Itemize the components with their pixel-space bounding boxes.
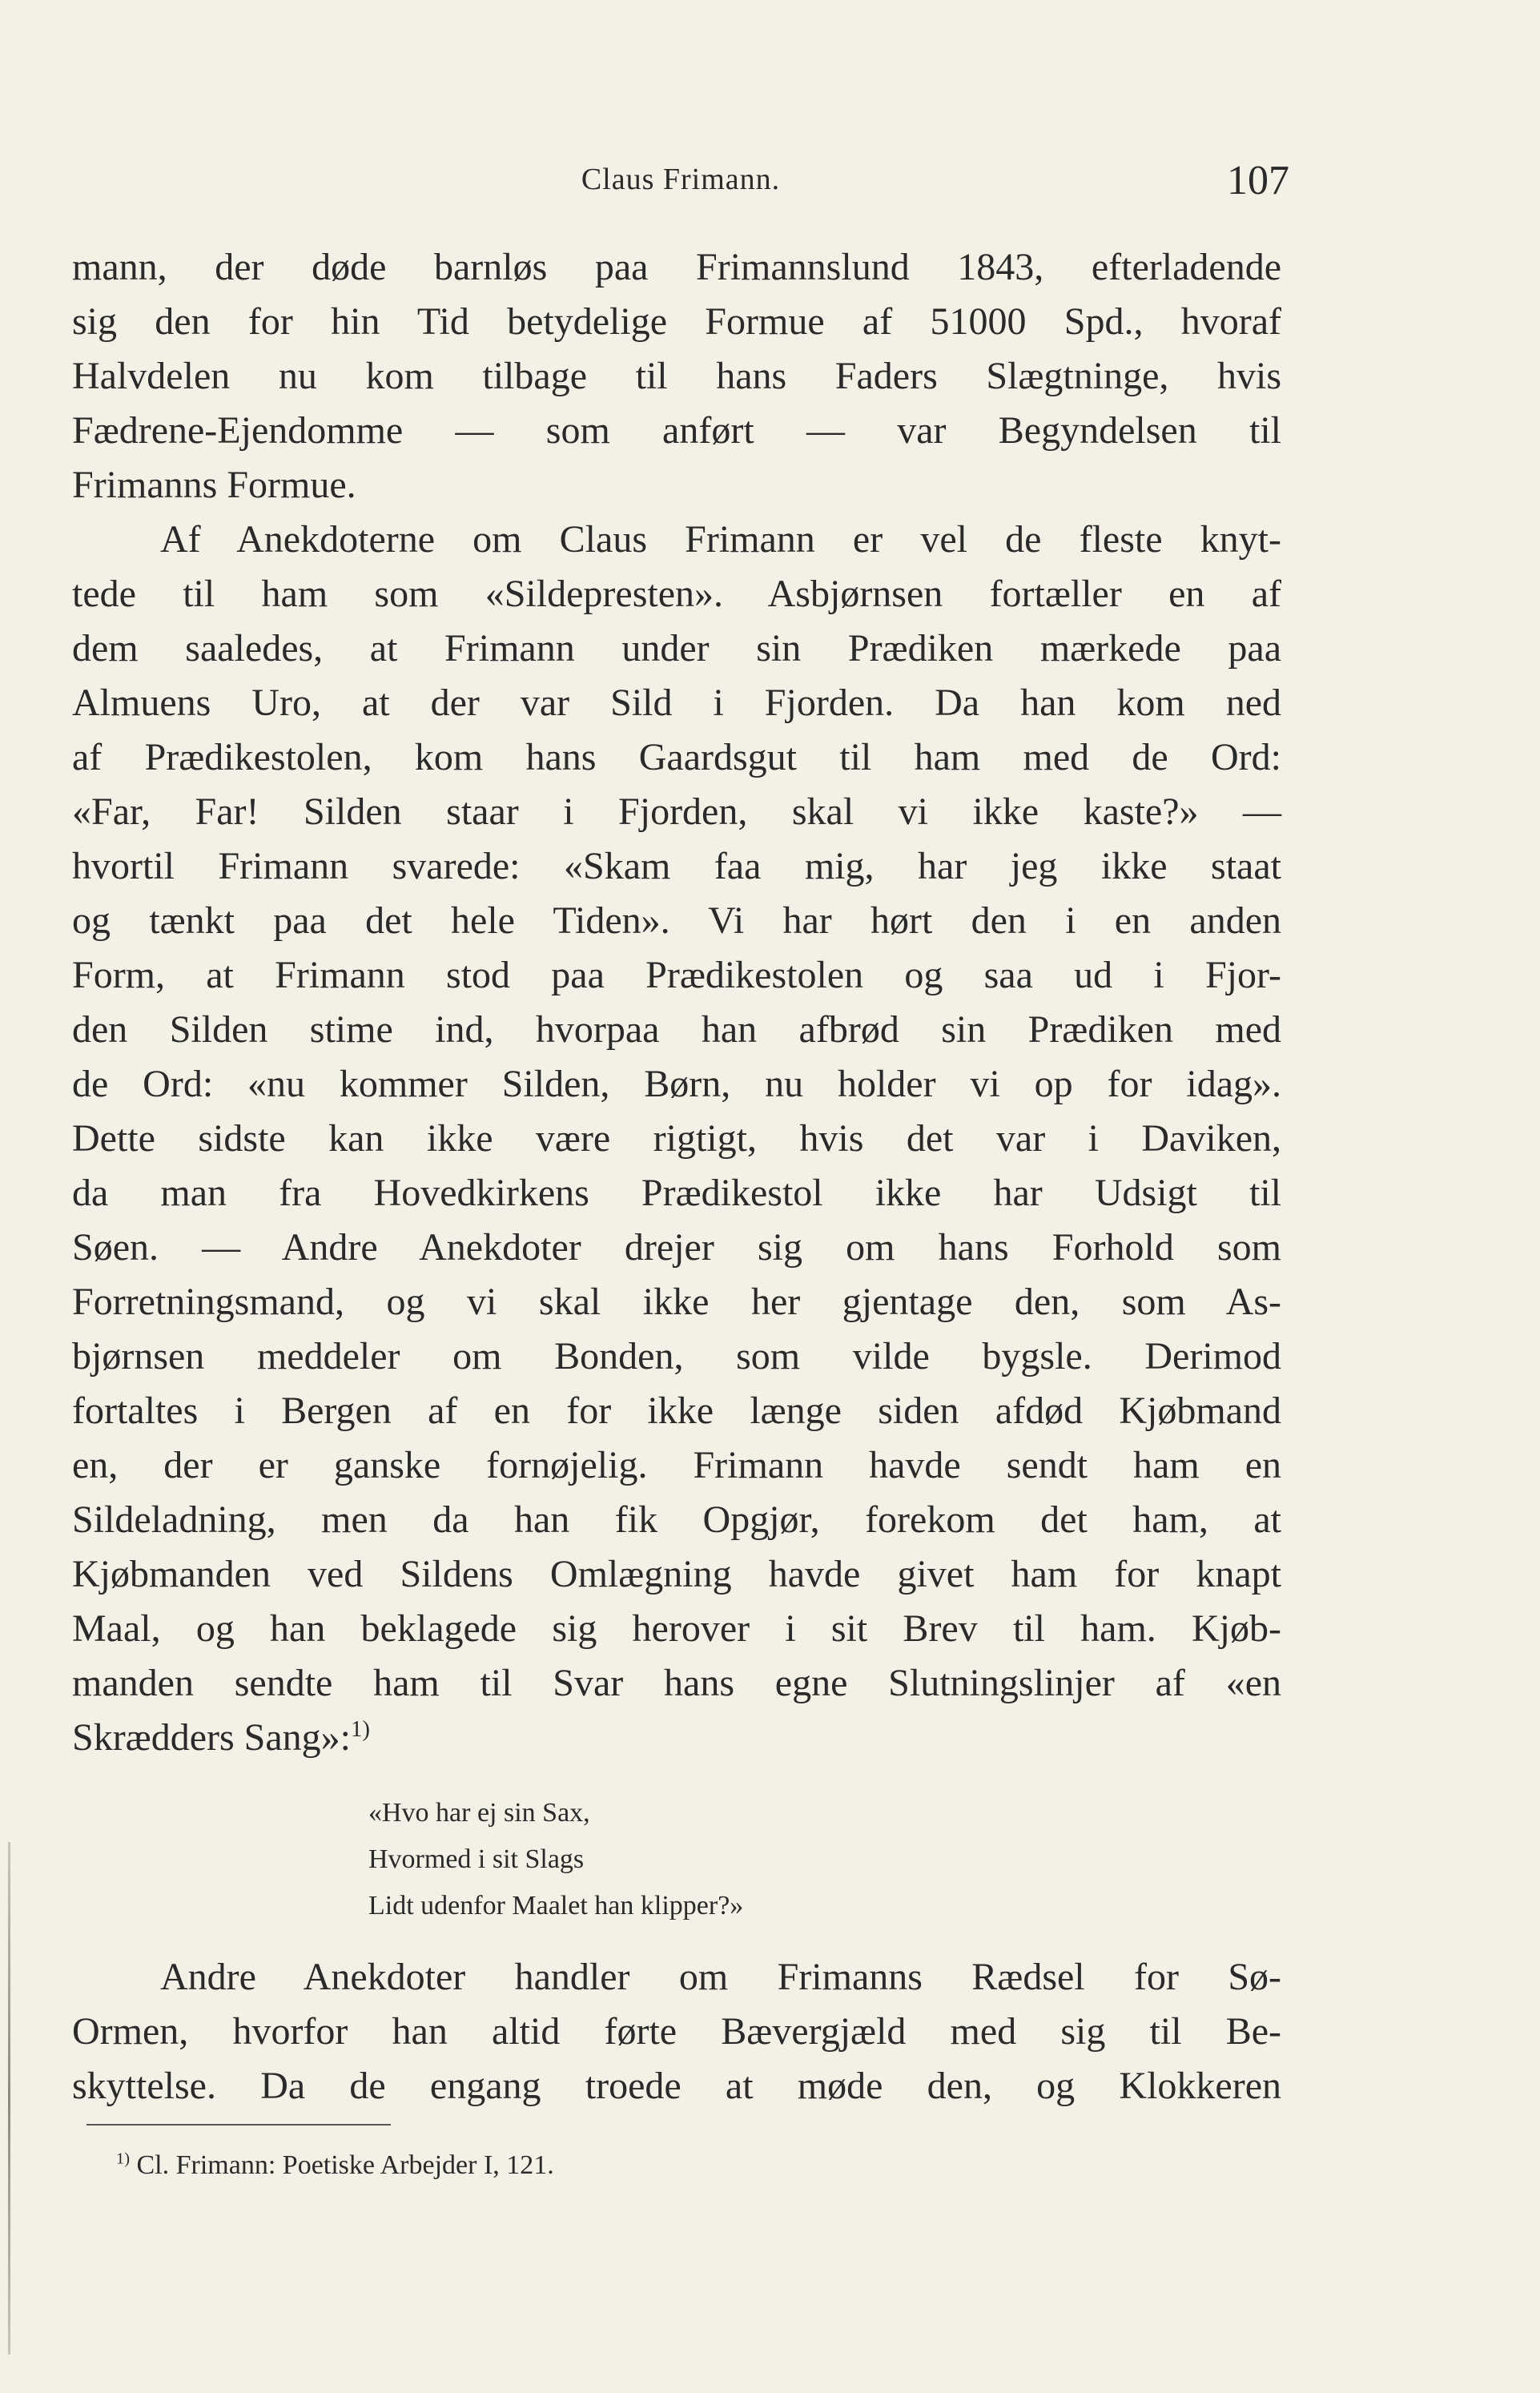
text-line: hvortil Frimann svarede: «Skam faa mig, har jeg ikke staat [72, 845, 1281, 887]
text-line-content: Skrædders Sang»: [72, 1716, 351, 1759]
text-line: mann, der døde barnløs paa Frimannslund 1843, efterladende [72, 246, 1281, 288]
verse-line: Lidt udenfor Maalet han klipper?» [368, 1891, 744, 1920]
text-line: Af Anekdoterne om Claus Frimann er vel de fleste knyt- [160, 518, 1281, 561]
text-line: sig den for hin Tid betydelige Formue af 51000 Spd., hvoraf [72, 300, 1281, 343]
text-line: Søen. — Andre Anekdoter drejer sig om hans Forhold som [72, 1226, 1281, 1269]
text-line: Frimanns Formue. [72, 464, 356, 506]
text-line: skyttelse. Da de engang troede at møde den, og Klokkeren [72, 2065, 1281, 2107]
text-line: den Silden stime ind, hvorpaa han afbrød sin Prædiken med [72, 1008, 1281, 1051]
text-line: Ormen, hvorfor han altid førte Bævergjæld med sig til Be- [72, 2010, 1281, 2053]
text-line: af Prædikestolen, kom hans Gaardsgut til ham med de Ord: [72, 736, 1281, 778]
verse-line: Hvormed i sit Slags [368, 1844, 585, 1874]
page-header [72, 157, 1289, 205]
text-line: Kjøbmanden ved Sildens Omlægning havde givet ham for knapt [72, 1553, 1281, 1595]
text-line: og tænkt paa det hele Tiden». Vi har hørt den i en anden [72, 899, 1281, 942]
verse-quote [368, 1790, 1089, 1929]
text-line: Almuens Uro, at der var Sild i Fjorden. Da han kom ned [72, 682, 1281, 724]
text-line: en, der er ganske fornøjelig. Frimann havde sendt ham en [72, 1444, 1281, 1486]
text-line: Andre Anekdoter handler om Frimanns Rædsel for Sø- [160, 1956, 1281, 1998]
text-line: Sildeladning, men da han fik Opgjør, forekom det ham, at [72, 1498, 1281, 1541]
footnote-marker: 1) [116, 2150, 130, 2168]
text-line: Fædrene-Ejendomme — som anført — var Begyndelsen til [72, 409, 1281, 452]
footnote-divider [86, 2124, 391, 2126]
page-edge-shadow [8, 1842, 10, 2355]
text-line: fortaltes i Bergen af en for ikke længe siden afdød Kjøbmand [72, 1390, 1281, 1432]
text-line: Forretningsmand, og vi skal ikke her gjentage den, som As- [72, 1281, 1281, 1323]
main-text-continued [72, 1950, 1281, 2113]
text-line: Form, at Frimann stod paa Prædikestolen og saa ud i Fjor- [72, 954, 1281, 996]
text-line: Dette sidste kan ikke være rigtigt, hvis det var i Daviken, [72, 1117, 1281, 1160]
text-line: tede til ham som «Sildepresten». Asbjørnsen fortæller en af [72, 573, 1281, 615]
text-line: da man fra Hovedkirkens Prædikestol ikke har Udsigt til [72, 1172, 1281, 1214]
text-line: de Ord: «nu kommer Silden, Børn, nu holder vi op for idag». [72, 1063, 1281, 1105]
running-head: Claus Frimann. [581, 163, 781, 196]
text-line: «Far, Far! Silden staar i Fjorden, skal vi ikke kaste?» — [72, 790, 1281, 833]
text-line [72, 1711, 1281, 1765]
main-text [72, 240, 1281, 1765]
text-line: dem saaledes, at Frimann under sin Prædiken mærkede paa [72, 627, 1281, 670]
footnote-text: Cl. Frimann: Poetiske Arbejder I, 121. [136, 2150, 554, 2180]
text-line: bjørnsen meddeler om Bonden, som vilde bygsle. Derimod [72, 1335, 1281, 1377]
text-line: Maal, og han beklagede sig herover i sit Brev til ham. Kjøb- [72, 1607, 1281, 1650]
page-number: 107 [1227, 158, 1289, 203]
footnote-reference: 1) [351, 1716, 370, 1742]
footnote [116, 2150, 554, 2181]
text-line: manden sendte ham til Svar hans egne Slutningslinjer af «en [72, 1662, 1281, 1704]
verse-line: «Hvo har ej sin Sax, [368, 1798, 590, 1828]
text-line: Halvdelen nu kom tilbage til hans Faders Slægtninge, hvis [72, 355, 1281, 397]
